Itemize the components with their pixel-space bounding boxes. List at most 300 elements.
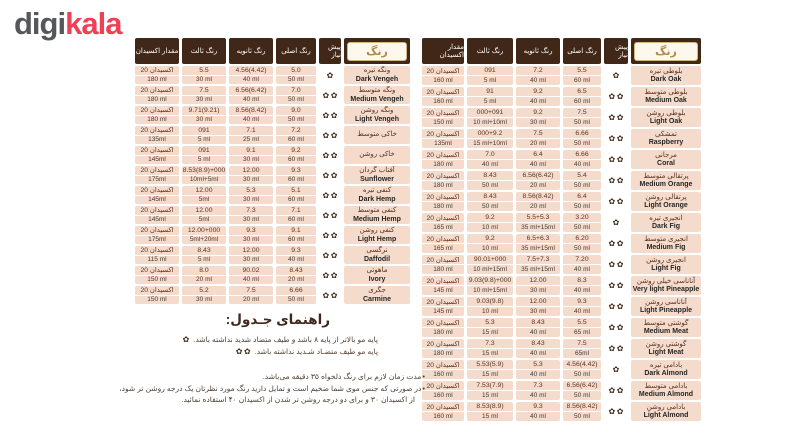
third-color-cell (467, 276, 513, 295)
main-color-cell-volume: 40 ml (288, 256, 304, 264)
main-color-cell-volume: 50 ml (574, 371, 590, 378)
third-color-cell (467, 87, 513, 106)
third-color-cell-volume: 10 ml (482, 245, 498, 252)
third-color-cell-volume: 5ml (198, 216, 210, 224)
secondary-color-cell (516, 297, 560, 316)
oxidant-amount-cell-value: اکسیدان 20 (135, 146, 179, 156)
oxidant-amount-cell-volume: 180 ml (433, 161, 453, 168)
color-name-en: Medium Oak (645, 97, 687, 105)
oxidant-amount-cell-volume: 160 ml (433, 413, 453, 420)
color-name-cell (631, 339, 701, 358)
oxidant-amount-cell-value: اکسیدان 20 (422, 234, 464, 244)
third-color-cell (467, 66, 513, 85)
oxidant-amount-cell-volume: 160 ml (433, 77, 453, 84)
main-color-cell-volume: 60 ml (574, 77, 590, 84)
main-color-cell (563, 150, 601, 169)
secondary-color-cell-value: 5.3 (516, 360, 560, 370)
third-color-cell (467, 402, 513, 421)
main-color-cell (563, 129, 601, 148)
color-name-fa: آناناسی خیلی روشن (636, 277, 696, 285)
oxidant-amount-cell-volume: 180 ml (147, 116, 167, 124)
main-color-cell-volume: 60 ml (288, 216, 304, 224)
flower-icon: ✿ ✿ (608, 155, 624, 164)
secondary-color-cell-value: 7.5 (229, 286, 273, 296)
prerequisite-cell (604, 171, 628, 190)
legend-text: پایه مو طیف متضـاد شـدید نداشته باشد. (254, 347, 378, 356)
third-color-cell-volume: 50 ml (482, 203, 498, 210)
secondary-color-cell-volume: 25 ml (243, 136, 259, 144)
secondary-color-cell-value: 12.00 (229, 246, 273, 256)
oxidant-amount-cell-volume: 160 ml (433, 371, 453, 378)
secondary-color-cell (229, 66, 273, 84)
main-color-cell-volume: 50 ml (288, 76, 304, 84)
column-header-prerequisite: پیش نیاز (604, 38, 628, 64)
color-name-cell (631, 66, 701, 85)
main-color-cell-value: 7.2 (276, 126, 316, 136)
oxidant-amount-cell-volume: 165 ml (433, 245, 453, 252)
third-color-cell-value: 5.2 (182, 286, 226, 296)
third-color-cell-value: 8.43 (467, 192, 513, 202)
main-color-cell-volume: 50 ml (574, 140, 590, 147)
color-name-en: Light Fig (651, 265, 681, 273)
column-header-color (631, 38, 701, 64)
secondary-color-cell (229, 146, 273, 164)
color-name-cell (631, 150, 701, 169)
main-color-cell (563, 318, 601, 337)
color-name-fa: ونگه متوسط (358, 87, 396, 95)
color-name-fa: پرتقالی روشن (645, 193, 687, 201)
third-color-cell-value: 5.5 (182, 66, 226, 76)
secondary-color-cell (516, 276, 560, 295)
third-color-cell-volume: 15 ml+10ml (473, 140, 507, 147)
third-color-cell (467, 297, 513, 316)
prerequisite-cell (604, 108, 628, 127)
oxidant-amount-cell-volume: 180 ml (433, 203, 453, 210)
oxidant-amount-cell-value: اکسیدان 20 (422, 192, 464, 202)
third-color-cell-value: 7.0 (467, 150, 513, 160)
oxidant-amount-cell (422, 213, 464, 232)
oxidant-amount-cell (422, 339, 464, 358)
color-name-fa: آناناسی روشن (645, 298, 687, 306)
color-name-en: Daffodil (363, 255, 391, 263)
secondary-color-cell-volume: 30 ml (243, 256, 259, 264)
main-color-cell-volume: 40 ml (574, 308, 590, 315)
third-color-cell-value: 7.5 (182, 86, 226, 96)
oxidant-amount-cell-value: اکسیدان 20 (422, 255, 464, 265)
secondary-color-cell-volume: 40 ml (530, 329, 546, 336)
third-color-cell (467, 381, 513, 400)
legend-text: پایه مو بالاتر از پایه ۸ باشد و طیف متضاد شدید نداشته باشد. (193, 335, 378, 344)
prerequisite-cell (604, 381, 628, 400)
flower-icon: ✿ (612, 218, 620, 227)
third-color-cell-value: 091 (182, 126, 226, 136)
color-name-fa: انجیری متوسط (644, 235, 688, 243)
main-color-cell-value: 6.66 (563, 129, 601, 139)
color-name-fa: مرجانی (655, 151, 677, 159)
third-color-cell-volume: 15 ml (482, 329, 498, 336)
secondary-color-cell (516, 66, 560, 85)
third-color-cell (467, 360, 513, 379)
color-name-cell (631, 171, 701, 190)
oxidant-amount-cell-volume: 180 ml (433, 350, 453, 357)
oxidant-amount-cell-value: اکسیدان 20 (422, 318, 464, 328)
secondary-color-cell-value: 4.56(4.42) (229, 66, 273, 76)
main-color-cell (563, 171, 601, 190)
color-name-cell (631, 381, 701, 400)
secondary-color-cell-value: 7.2 (516, 66, 560, 76)
note-line (55, 383, 425, 395)
prerequisite-cell (319, 106, 341, 124)
oxidant-amount-cell-volume: 145ml (148, 196, 166, 204)
note-line (55, 371, 425, 383)
secondary-color-cell-volume: 30 ml (243, 176, 259, 184)
secondary-color-cell-volume: 20 ml (530, 203, 546, 210)
third-color-cell-volume: 10 ml+15ml (473, 287, 507, 294)
secondary-color-cell-volume: 30 ml (530, 119, 546, 126)
bullet-icon: • (422, 372, 425, 381)
oxidant-amount-cell (135, 186, 179, 204)
main-color-cell (276, 126, 316, 144)
main-color-cell-volume: 50 ml (574, 224, 590, 231)
main-color-cell (276, 86, 316, 104)
color-mix-table-right (422, 38, 701, 421)
oxidant-amount-cell (135, 206, 179, 224)
secondary-color-cell (229, 166, 273, 184)
secondary-color-cell-value: 7.3 (229, 206, 273, 216)
third-color-cell-volume: 10ml+5ml (189, 176, 219, 184)
prerequisite-cell (604, 339, 628, 358)
prerequisite-cell (604, 129, 628, 148)
color-name-fa: خاکی متوسط (357, 131, 397, 139)
color-name-cell (631, 318, 701, 337)
secondary-color-cell-volume: 40 ml (530, 413, 546, 420)
secondary-color-cell (229, 206, 273, 224)
third-color-cell-volume: 40 ml (482, 161, 498, 168)
oxidant-amount-cell-value: اکسیدان 20 (135, 266, 179, 276)
third-color-cell (182, 246, 226, 264)
main-color-cell-value: 5.0 (276, 66, 316, 76)
secondary-color-cell (516, 150, 560, 169)
third-color-cell (182, 146, 226, 164)
main-color-cell-value: 5.4 (563, 171, 601, 181)
oxidant-amount-cell (135, 286, 179, 304)
color-name-cell (344, 126, 410, 144)
guide-title: راهنمای جـدول: (225, 312, 330, 327)
oxidant-amount-cell (422, 297, 464, 316)
color-name-en: Light Orange (644, 202, 688, 210)
secondary-color-cell-value: 5.5+5.3 (516, 213, 560, 223)
color-name-fa: کنفی تیره (362, 187, 392, 195)
note-text: مدت زمان لازم برای رنگ دلخواه ۳۵ دقیقه می‌باشد. (262, 372, 422, 381)
main-color-cell-volume: 65ml (574, 350, 590, 357)
color-name-cell (344, 246, 410, 264)
secondary-color-cell-volume: 40 ml (530, 161, 546, 168)
secondary-color-cell-value: 9.2 (516, 108, 560, 118)
oxidant-amount-cell-value: اکسیدان 20 (422, 150, 464, 160)
legend-line (55, 335, 378, 344)
color-name-cell (631, 402, 701, 421)
secondary-color-cell-volume: 40 ml (530, 98, 546, 105)
third-color-cell-value: 091 (182, 146, 226, 156)
main-color-cell-value: 6.20 (563, 234, 601, 244)
third-color-cell (467, 171, 513, 190)
color-mix-table-left (135, 38, 410, 304)
oxidant-amount-cell-volume: 180 ml (433, 266, 453, 273)
main-color-cell (563, 192, 601, 211)
oxidant-amount-cell-value: اکسیدان 20 (135, 286, 179, 296)
prerequisite-cell (319, 286, 341, 304)
secondary-color-cell (516, 402, 560, 421)
third-color-cell (467, 213, 513, 232)
main-color-cell-volume: 50 ml (574, 413, 590, 420)
prerequisite-cell (319, 126, 341, 144)
main-color-cell-value: 8.3 (563, 276, 601, 286)
main-color-cell-value: 4.56(4.42) (563, 360, 601, 370)
flower-icon: ✿ ✿ (608, 386, 624, 395)
third-color-cell-value: 091 (467, 66, 513, 76)
main-color-cell (563, 360, 601, 379)
third-color-cell-value: 7.53(7.9) (467, 381, 513, 391)
oxidant-amount-cell-volume: 180 ml (147, 76, 167, 84)
color-name-cell (631, 297, 701, 316)
prerequisite-cell (604, 255, 628, 274)
third-color-cell (467, 318, 513, 337)
color-name-fa: کنفی روشن (359, 227, 395, 235)
third-color-cell (182, 166, 226, 184)
oxidant-amount-cell-value: اکسیدان 20 (422, 171, 464, 181)
note-line (55, 394, 425, 406)
main-color-cell (276, 146, 316, 164)
third-color-cell-volume: 10 ml (482, 224, 498, 231)
color-name-cell (631, 276, 701, 295)
color-name-en: Light Vengeh (355, 115, 399, 123)
third-color-cell-volume: 10 ml+15ml (473, 266, 507, 273)
third-color-cell (467, 339, 513, 358)
column-header-color-label: رنگ (634, 42, 698, 61)
secondary-color-cell-value: 6.5+6.3 (516, 234, 560, 244)
note-text: از اکسیدان ۳۰ و برای دو درجه روشن تر شدن از اکسیدان ۴۰ استفاده نمائید. (181, 395, 415, 405)
oxidant-amount-cell-value: اکسیدان 20 (422, 66, 464, 76)
third-color-cell-value: 8.53(8.9)+000 (182, 166, 226, 174)
main-color-cell-value: 7.1 (276, 206, 316, 216)
third-color-cell (182, 266, 226, 284)
oxidant-amount-cell (422, 150, 464, 169)
column-header-oxidant-amount: مقدار اکسیدان (422, 38, 464, 64)
third-color-cell-volume: 50 ml (482, 182, 498, 189)
secondary-color-cell-volume: 30 ml (530, 287, 546, 294)
color-name-en: Light Meat (648, 349, 684, 357)
third-color-cell (182, 286, 226, 304)
secondary-color-cell-value: 9.3 (516, 402, 560, 412)
color-name-fa: جگری (368, 287, 386, 295)
secondary-color-cell (516, 213, 560, 232)
main-color-cell-value: 7.5 (563, 108, 601, 118)
color-name-en: Ivory (368, 275, 386, 283)
main-color-cell-value: 9.3 (276, 246, 316, 256)
secondary-color-cell (229, 246, 273, 264)
main-color-cell-value: 9.3 (276, 166, 316, 176)
oxidant-amount-cell (422, 66, 464, 85)
third-color-cell-value: 000+091 (467, 108, 513, 118)
flower-icon: ✿ ✿ (608, 281, 624, 290)
main-color-cell-value: 7.0 (276, 86, 316, 96)
third-color-cell (467, 234, 513, 253)
main-color-cell (276, 106, 316, 124)
prerequisite-cell (319, 86, 341, 104)
third-color-cell-value: 8.0 (182, 266, 226, 276)
oxidant-amount-cell (422, 192, 464, 211)
oxidant-amount-cell-volume: 150 ml (147, 276, 167, 284)
secondary-color-cell-value: 12.00 (516, 276, 560, 286)
column-header-main-color: رنگ اصلی (276, 38, 316, 64)
third-color-cell-value: 5.53(5.9) (467, 360, 513, 370)
prerequisite-cell (604, 297, 628, 316)
secondary-color-cell-value: 7.5+7.3 (516, 255, 560, 265)
column-header-main-color: رنگ اصلی (563, 38, 601, 64)
secondary-color-cell-volume: 40 ml (243, 276, 259, 284)
secondary-color-cell (516, 129, 560, 148)
secondary-color-cell-value: 7.1 (229, 126, 273, 136)
third-color-cell (467, 192, 513, 211)
main-color-cell (276, 206, 316, 224)
third-color-cell-volume: 15 ml (482, 350, 498, 357)
color-name-cell (631, 108, 701, 127)
color-name-fa: خاکی روشن (359, 151, 395, 159)
color-name-en: Medium Orange (639, 181, 693, 189)
prerequisite-cell (604, 360, 628, 379)
third-color-cell-value: 91 (467, 87, 513, 97)
color-name-cell (344, 86, 410, 104)
third-color-cell-volume: 30 ml (196, 96, 212, 104)
color-name-en: Dark Almond (644, 370, 688, 378)
third-color-cell-volume: 5 ml (483, 98, 497, 105)
color-name-fa: بلوطی تیره (649, 67, 683, 75)
color-name-fa: گوشتی روشن (645, 340, 687, 348)
oxidant-amount-cell-volume: 150 ml (433, 119, 453, 126)
oxidant-amount-cell-volume: 175ml (148, 236, 166, 244)
third-color-cell-volume: 5ml (198, 196, 210, 204)
color-name-fa: پرتقالی متوسط (643, 172, 689, 180)
oxidant-amount-cell-value: اکسیدان 20 (422, 276, 464, 286)
secondary-color-cell-volume: 30 ml (530, 308, 546, 315)
oxidant-amount-cell (422, 129, 464, 148)
main-color-cell-volume: 50 ml (288, 296, 304, 304)
main-color-cell-value: 8.56(8.42) (563, 402, 601, 412)
flower-icon: ✿ ✿ (322, 230, 338, 240)
prerequisite-cell (604, 276, 628, 295)
secondary-color-cell-volume: 35 ml+15ml (521, 224, 555, 231)
color-name-en: Medium Meat (643, 328, 689, 336)
secondary-color-cell-value: 6.56(6.42) (516, 171, 560, 181)
third-color-cell (467, 255, 513, 274)
secondary-color-cell-value: 12.00 (516, 297, 560, 307)
main-color-cell-volume: 40 ml (574, 266, 590, 273)
prerequisite-cell (604, 213, 628, 232)
secondary-color-cell (516, 234, 560, 253)
oxidant-amount-cell (422, 276, 464, 295)
main-color-cell (563, 213, 601, 232)
oxidant-amount-cell-volume: 135ml (148, 136, 166, 144)
secondary-color-cell-volume: 40 ml (530, 350, 546, 357)
oxidant-amount-cell (135, 126, 179, 144)
main-color-cell-value: 7.20 (563, 255, 601, 265)
secondary-color-cell-value: 8.56(8.42) (516, 192, 560, 202)
color-name-fa: بلوطی روشن (646, 109, 686, 117)
main-color-cell-value: 9.3 (563, 297, 601, 307)
oxidant-amount-cell (422, 381, 464, 400)
secondary-color-cell-volume: 40 ml (530, 371, 546, 378)
main-color-cell (276, 226, 316, 244)
flower-icon: ✿ (182, 335, 190, 344)
oxidant-amount-cell (422, 87, 464, 106)
main-color-cell (563, 276, 601, 295)
main-color-cell-volume: 50 ml (574, 203, 590, 210)
secondary-color-cell (516, 339, 560, 358)
flower-icon: ✿ ✿ (608, 239, 624, 248)
flower-icon: ✿ (612, 365, 620, 374)
third-color-cell (182, 226, 226, 244)
main-color-cell (276, 166, 316, 184)
oxidant-amount-cell (135, 266, 179, 284)
color-name-fa: انجیری روشن (646, 256, 686, 264)
secondary-color-cell-value: 9.1 (229, 146, 273, 156)
prerequisite-cell (319, 226, 341, 244)
color-name-fa: بادامی تیره (649, 361, 683, 369)
color-name-en: Medium Hemp (353, 215, 401, 223)
secondary-color-cell-volume: 40 ml (243, 116, 259, 124)
main-color-cell-value: 6.56(6.42) (563, 381, 601, 391)
note-text: در صورتی که جنس موی شما ضخیم است و تمایل دارید رنگ مورد نظرتان یک درجه روشن تر شود، (119, 383, 422, 393)
third-color-cell-volume: 20 ml (196, 276, 212, 284)
third-color-cell-value: 9.2 (467, 213, 513, 223)
column-header-color (344, 38, 410, 64)
third-color-cell (182, 126, 226, 144)
main-color-cell-volume: 50 ml (574, 119, 590, 126)
column-header-secondary-color: رنگ ثانویه (516, 38, 560, 64)
third-color-cell-value: 8.53(8.9) (467, 402, 513, 412)
oxidant-amount-cell-volume: 145 ml (433, 287, 453, 294)
flower-icon: ✿ ✿ (322, 110, 338, 120)
main-color-cell-volume: 60 ml (574, 98, 590, 105)
oxidant-amount-cell-volume: 165 ml (433, 224, 453, 231)
oxidant-amount-cell-value: اکسیدان 20 (422, 339, 464, 349)
flower-icon: ✿ ✿ (608, 407, 624, 416)
color-name-cell (344, 186, 410, 204)
color-name-cell (631, 360, 701, 379)
flower-icon: ✿ ✿ (322, 90, 338, 100)
main-color-cell-volume: 20 ml (288, 276, 304, 284)
oxidant-amount-cell (422, 108, 464, 127)
third-color-cell-volume: 30 ml (196, 76, 212, 84)
secondary-color-cell (516, 108, 560, 127)
oxidant-amount-cell-volume: 180 ml (147, 96, 167, 104)
flower-icon: ✿ ✿ (322, 290, 338, 300)
third-color-cell-value: 9.71(9.21) (182, 106, 226, 116)
secondary-color-cell-volume: 20 ml (530, 140, 546, 147)
color-name-en: Carmine (363, 295, 392, 303)
oxidant-amount-cell-value: اکسیدان 20 (135, 86, 179, 96)
secondary-color-cell-volume: 30 ml (243, 216, 259, 224)
main-color-cell-value: 6.4 (563, 192, 601, 202)
secondary-color-cell-volume: 20 ml (530, 182, 546, 189)
guide-legend (55, 335, 425, 356)
color-name-en: Dark Fig (652, 223, 681, 231)
third-color-cell-volume: 5 ml (197, 156, 211, 164)
flower-icon: ✿ (612, 71, 620, 80)
third-color-cell (182, 86, 226, 104)
secondary-color-cell (516, 381, 560, 400)
main-color-cell-value: 9.1 (276, 226, 316, 236)
